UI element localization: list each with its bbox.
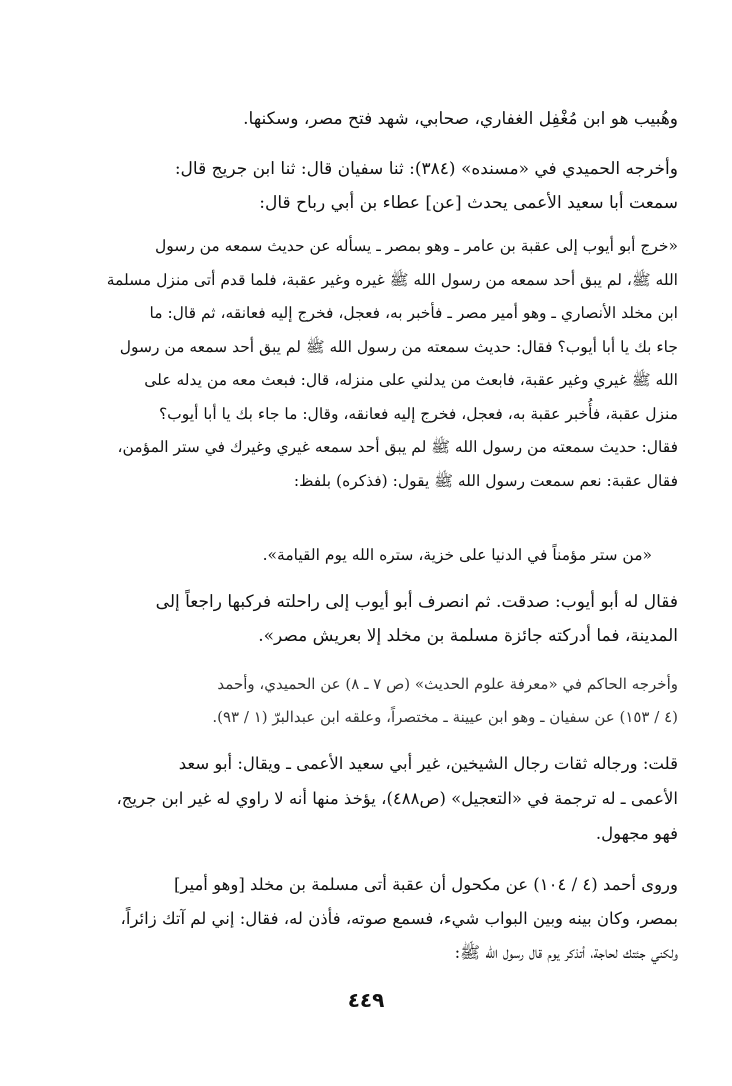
paragraph-abu-ayyub-reply [78, 585, 678, 653]
text-line: الله ﷺ غيري وغير عقبة، فابعث من يدلني على منزله، قال: فبعث معه من يدله على [144, 371, 678, 389]
text-line: وأخرجه الحاكم في «معرفة علوم الحديث» (ص ٧ ـ ٨) عن الحميدي، وأحمد [217, 675, 678, 693]
text-line: منزل عقبة، فأُخبر عقبة به، فعجل، فخرج إليه فعانقه، وقال: ما جاء بك يا أبا أيوب؟ [158, 404, 678, 423]
text-line: فقال له أبو أيوب: صدقت. ثم انصرف أبو أيوب إلى راحلته فركبها راجعاً إلى [155, 592, 678, 612]
page-number: ٤٤٩ [347, 988, 385, 1012]
paragraph-hakim-takhrij [78, 668, 678, 734]
text-line: سمعت أبا سعيد الأعمى يحدث [عن] عطاء بن أبي رباح قال: [259, 193, 678, 213]
text-line: الله ﷺ، لم يبق أحد سمعه من رسول الله ﷺ غيره وغير عقبة، فلما قدم أتى منزل مسلمة [106, 270, 678, 289]
text-line: الأعمى ـ له ترجمة في «التعجيل» (ص٤٨٨)، يؤخذ منها أنه لا راوي له غير ابن جريج، [116, 789, 678, 808]
text-line: وأخرجه الحميدي في «مسنده» (٣٨٤): ثنا سفيان قال: ثنا ابن جريج قال: [174, 159, 678, 179]
paragraph-humaydi-chain [78, 152, 678, 220]
text-line: «خرج أبو أيوب إلى عقبة بن عامر ـ وهو بمصر ـ يسأله عن حديث سمعه من رسول [154, 237, 678, 255]
text-line: جاء بك يا أبا أيوب؟ فقال: حديث سمعته من رسول الله ﷺ لم يبق أحد سمعه من رسول [119, 337, 678, 356]
paragraph-hadith-text [78, 540, 678, 570]
paragraph-author-comment [78, 746, 678, 851]
text-line: فهو مجهول. [595, 824, 678, 843]
text-line: فقال: حديث سمعته من رسول الله ﷺ لم يبق أحد سمعه غيري وغيرك في ستر المؤمن، [117, 438, 678, 456]
paragraph-hadith-narration [78, 230, 678, 498]
text-line: المدينة، فما أدركته جائزة مسلمة بن مخلد إلا بعريش مصر». [258, 626, 678, 646]
text-line: وروى أحمد (٤ / ١٠٤) عن مكحول أن عقبة أتى مسلمة بن مخلد [وهو أمير] [173, 875, 678, 894]
text-line: ابن مخلد الأنصاري ـ وهو أمير مصر ـ فأخبر به، فعجل، فخرج إليه فعانقه، ثم قال: ما [149, 304, 678, 322]
text-line: قلت: ورجاله ثقات رجال الشيخين، غير أبي سعيد الأعمى ـ ويقال: أبو سعد [178, 754, 678, 773]
paragraph-narrator-note [78, 104, 678, 134]
text-line: بمصر، وكان بينه وبين البواب شيء، فسمع صوته، فأذن له، فقال: إني لم آتك زائراً، [120, 909, 678, 928]
text-line: فقال عقبة: نعم سمعت رسول الله ﷺ يقول: (فذكره) بلفظ: [293, 471, 678, 490]
text-line: (٤ / ١٥٣) عن سفيان ـ وهو ابن عيينة ـ مختصراً، وعلقه ابن عبدالبرّ (١ / ٩٣). [212, 708, 678, 726]
text-line: ولكني جئتك لحاجة، أتذكر يوم قال رسول الله ﷺ: [454, 943, 678, 962]
text-line: «من ستر مؤمناً في الدنيا على خزية، ستره الله يوم القيامة». [262, 546, 652, 564]
text-line: وهُبيب هو ابن مُغْفِل الغفاري، صحابي، شهد فتح مصر، وسكنها. [243, 109, 678, 129]
paragraph-ahmad-narration [78, 868, 678, 970]
